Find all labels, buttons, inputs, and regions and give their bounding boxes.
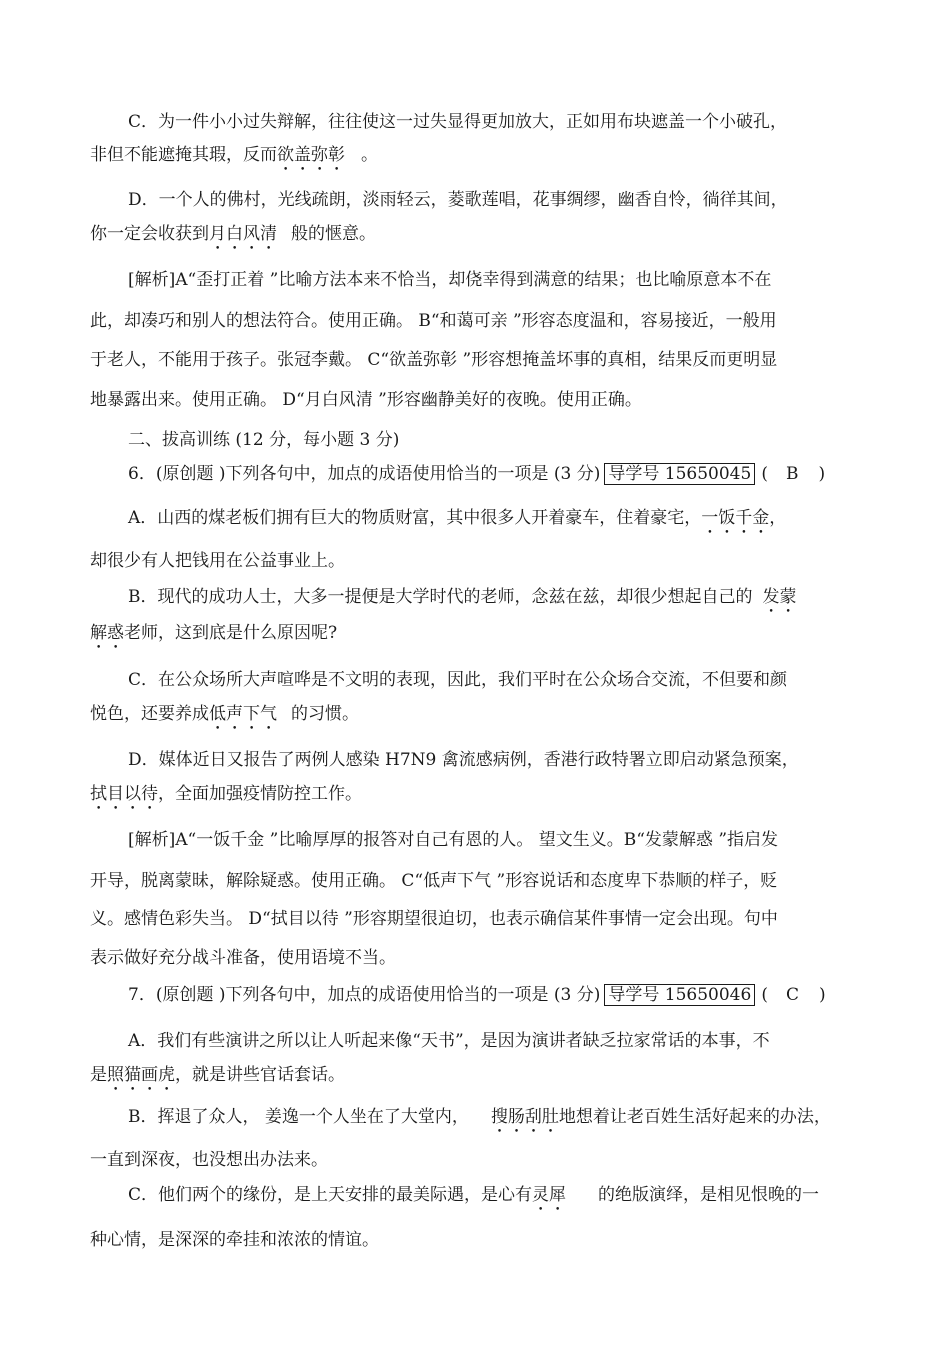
text: A．山西的煤老板们拥有巨大的物质财富，其中很多人开着豪车，住着豪宅， <box>128 508 702 528</box>
text: 老师，这到底是什么原因呢? <box>124 623 338 643</box>
q7-option-b-line2: 一直到深夜，也没想出办法来。 <box>90 1150 328 1170</box>
q6-option-c-line2 <box>90 702 359 734</box>
q5-option-d-line1: D．一个人的佛村，光线疏朗，淡雨轻云，菱歌莲唱，花事绸缪，幽香自怜，徜徉其间， <box>128 190 788 210</box>
text: 你一定会收获到 <box>90 224 209 244</box>
dotted-idiom: 拭目以待 <box>90 784 158 804</box>
q6-option-c-line1: C．在公众场所大声喧哗是不文明的表现，因此，我们平时在公众场合交流，不但要和颜 <box>128 670 788 690</box>
q6-analysis-line4: 表示做好充分战斗准备，使用语境不当。 <box>90 948 396 968</box>
dotted-idiom: 欲盖弥彰 <box>277 145 345 165</box>
text: 悦色，还要养成 <box>90 704 209 724</box>
q5-analysis-line2: 此，却凑巧和别人的想法符合。使用正确。 B“和蔼可亲 ”形容态度温和，容易接近，一般用 <box>90 311 777 331</box>
q6-option-a-line2: 却很少有人把钱用在公益事业上。 <box>90 551 345 571</box>
text: C．他们两个的缘份，是上天安排的最美际遇，是心有 <box>128 1185 533 1205</box>
text: ， <box>769 508 787 528</box>
q6-option-b-line2 <box>90 621 337 653</box>
text: ，全面加强疫情防控工作。 <box>158 784 362 804</box>
dotted-idiom: 发蒙 <box>762 587 797 607</box>
text: 般的惬意。 <box>291 224 376 244</box>
q6-analysis-line3: 义。感情色彩失当。 D“拭目以待 ”形容期望很迫切，也表示确信某件事情一定会出现。句中 <box>90 909 778 929</box>
text: 是 <box>90 1065 107 1085</box>
q6-option-d-line2 <box>90 782 362 814</box>
q7-stem-line <box>128 983 826 1007</box>
q6-option-b-line1 <box>128 585 797 617</box>
q5-analysis-line1: [解析]A“歪打正着 ”比喻方法本来不恰当，却侥幸得到满意的结果；也比喻原意本不在 <box>128 270 772 290</box>
section-heading: 二、拔高训练 (12 分，每小题 3 分) <box>128 430 400 450</box>
dotted-idiom: 搜肠刮肚 <box>490 1107 559 1127</box>
q7-option-a-line1: A．我们有些演讲之所以让人听起来像“天书”，是因为演讲者缺乏拉家常话的本事，不 <box>128 1031 770 1051</box>
text: 地想着让老百姓生活好起来的办法， <box>558 1107 831 1127</box>
q6-stem-line <box>128 462 825 486</box>
q5-option-c-line1: C．为一件小小过失辩解，往往使这一过失显得更加放大，正如用布块遮盖一个小破孔， <box>128 112 788 132</box>
dotted-idiom: 解惑 <box>90 623 124 643</box>
dotted-idiom: 低声下气 <box>209 704 277 724</box>
guide-number-box: 导学号 15650046 <box>604 984 755 1006</box>
q7-option-c-line2: 种心情，是深深的牵挂和浓浓的情谊。 <box>90 1230 379 1250</box>
text: ，就是讲些官话套话。 <box>175 1065 345 1085</box>
text: 的绝版演绎，是相见恨晚的一 <box>598 1185 820 1205</box>
q6-option-d-line1: D．媒体近日又报告了两例人感染 H7N9 禽流感病例，香港行政特署立即启动紧急预案， <box>128 750 799 770</box>
dotted-idiom: 照猫画虎 <box>107 1065 175 1085</box>
text: 。 <box>361 145 378 165</box>
q5-option-d-line2 <box>90 222 376 254</box>
question-stem: 7．(原创题 )下列各句中，加点的成语使用恰当的一项是 (3 分) <box>128 985 601 1005</box>
dotted-idiom: 月白风清 <box>209 224 277 244</box>
text: B．挥退了众人， 姜逸一个人坐在了大堂内， <box>128 1107 469 1127</box>
answer-open-paren: ( <box>761 985 768 1005</box>
answer-letter: C <box>785 985 799 1005</box>
dotted-idiom: 灵犀 <box>532 1185 567 1205</box>
q7-option-b-line1 <box>128 1105 831 1137</box>
answer-close-paren: ) <box>818 464 826 484</box>
question-stem: 6．(原创题 )下列各句中，加点的成语使用恰当的一项是 (3 分) <box>128 464 601 484</box>
q5-option-c-line2 <box>90 143 378 175</box>
text: B．现代的成功人士，大多一提便是大学时代的老师，念兹在兹，却很少想起自己的 <box>128 587 753 607</box>
text: 的习惯。 <box>291 704 359 724</box>
q5-analysis-line3: 于老人，不能用于孩子。张冠李戴。 C“欲盖弥彰 ”形容想掩盖坏事的真相，结果反而更明显 <box>90 350 778 370</box>
dotted-idiom: 一饭千金 <box>701 508 770 528</box>
q6-analysis-line2: 开导，脱离蒙昧，解除疑惑。使用正确。 C“低声下气 ”形容说话和态度卑下恭顺的样子，贬 <box>90 871 778 891</box>
text: 非但不能遮掩其瑕，反而 <box>90 145 277 165</box>
q6-option-a-line1 <box>128 506 786 538</box>
q7-option-c-line1 <box>128 1183 819 1215</box>
answer-open-paren: ( <box>761 464 768 484</box>
q6-analysis-line1: [解析]A“一饭千金 ”比喻厚厚的报答对自己有恩的人。 望文生义。B“发蒙解惑 ”指启发 <box>128 830 779 850</box>
guide-number-box: 导学号 15650045 <box>604 463 755 485</box>
answer-close-paren: ) <box>818 985 826 1005</box>
q5-analysis-line4: 地暴露出来。使用正确。 D“月白风清 ”形容幽静美好的夜晚。使用正确。 <box>90 390 642 410</box>
q7-option-a-line2 <box>90 1063 345 1095</box>
answer-letter: B <box>785 464 799 484</box>
